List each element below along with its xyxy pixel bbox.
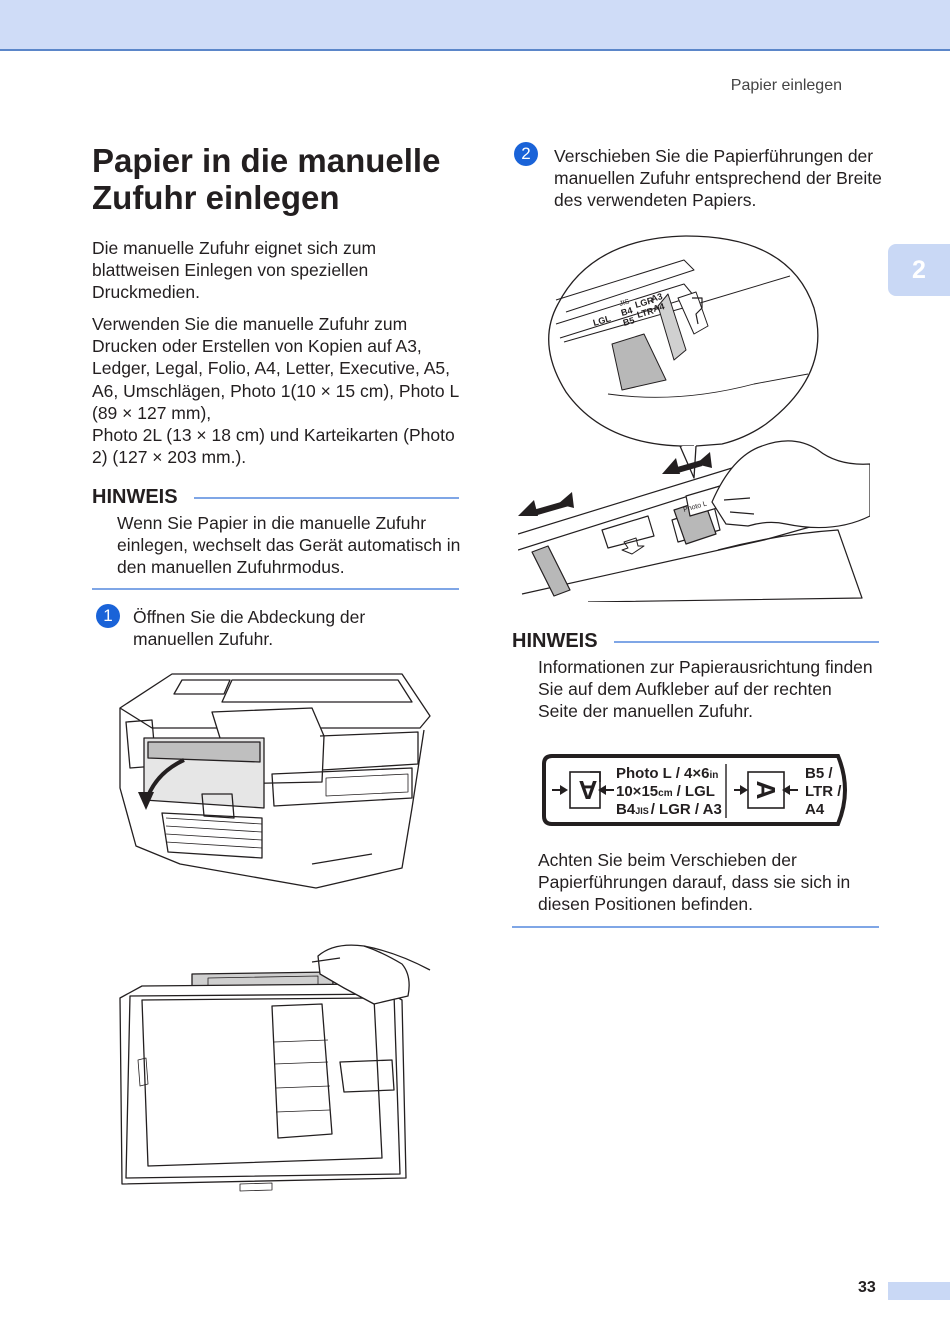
note2-after-text: Achten Sie beim Verschieben der Papierführungen darauf, dass sie sich in diesen Positionen befinden. — [538, 850, 851, 915]
media-paragraph-1: Verwenden Sie die manuelle Zufuhr zum Drucken oder Erstellen von Kopien auf A3, Ledger, Legal, Folio, A4, Letter, Executive, A5, A6, Umschlägen, Photo 1(10 × 15 cm), Photo L (89 × 127 mm), — [92, 314, 459, 423]
note1-heading — [92, 486, 459, 509]
note2-top-rule — [614, 641, 879, 643]
zoom-label-lgr: LGR — [633, 295, 655, 310]
printer-top-illustration — [112, 938, 437, 1200]
zoom-label-b4: B4 — [619, 305, 634, 318]
sticker-left-icon: A — [578, 775, 598, 805]
header-band — [0, 0, 950, 51]
orientation-sticker — [540, 750, 852, 830]
step1-text: Öffnen Sie die Abdeckung der manuellen Zufuhr. — [133, 607, 366, 650]
page-number: 33 — [858, 1279, 876, 1296]
zoom-label-jis: JIS — [618, 298, 631, 308]
sticker-left-line2: 10×15cm / LGL — [616, 783, 715, 800]
sticker-left-line3: B4JIS / LGR / A3 — [616, 801, 722, 818]
step1-badge: 1 — [96, 604, 120, 628]
note1-text: Wenn Sie Papier in die manuelle Zufuhr einlegen, wechselt das Gerät automatisch in den manuellen Zufuhrmodus. — [117, 513, 461, 578]
guide-tag-label: Photo L — [682, 500, 708, 514]
intro-paragraph: Die manuelle Zufuhr eignet sich zum blattweisen Einlegen von speziellen Druckmedien. — [92, 238, 377, 303]
note2-heading — [512, 630, 879, 653]
sticker-left-line1: Photo L / 4×6in — [616, 765, 719, 782]
sticker-right-line2: LTR / — [805, 783, 842, 800]
zoom-label-lgl: LGL — [591, 313, 612, 328]
sticker-right-line3: A4 — [805, 801, 825, 818]
note2-bottom-rule — [512, 926, 879, 928]
zoom-label-a3: A3 — [649, 291, 664, 304]
zoom-label-b5: B5 — [621, 315, 636, 328]
note1-label: HINWEIS — [92, 486, 178, 508]
zoom-label-a4: A4 — [651, 301, 666, 314]
step2-badge: 2 — [514, 142, 538, 166]
note1-top-rule — [194, 497, 459, 499]
sticker-right-icon: A — [751, 780, 781, 800]
step2-text: Verschieben Sie die Papierführungen der manuellen Zufuhr entsprechend der Breite des verwendeten Papiers. — [554, 146, 882, 211]
note1-bottom-rule — [92, 588, 459, 590]
chapter-tab[interactable]: 2 — [888, 244, 950, 296]
sticker-right-line1: B5 / — [805, 765, 833, 782]
zoom-label-ltr: LTR — [635, 305, 655, 320]
page-number-bar — [888, 1282, 950, 1300]
note2-text: Informationen zur Papierausrichtung finden Sie auf dem Aufkleber auf der rechten Seite der manuellen Zufuhr. — [538, 657, 873, 722]
printer-front-illustration — [112, 668, 442, 896]
section-title: Papier in die manuelle Zufuhr einlegen — [92, 142, 441, 216]
running-title: Papier einlegen — [730, 77, 842, 94]
media-paragraph-2: Photo 2L (13 × 18 cm) und Karteikarten (Photo 2) (127 × 203 mm.). — [92, 425, 455, 468]
paper-guide-illustration — [518, 234, 870, 602]
note2-label: HINWEIS — [512, 630, 598, 652]
